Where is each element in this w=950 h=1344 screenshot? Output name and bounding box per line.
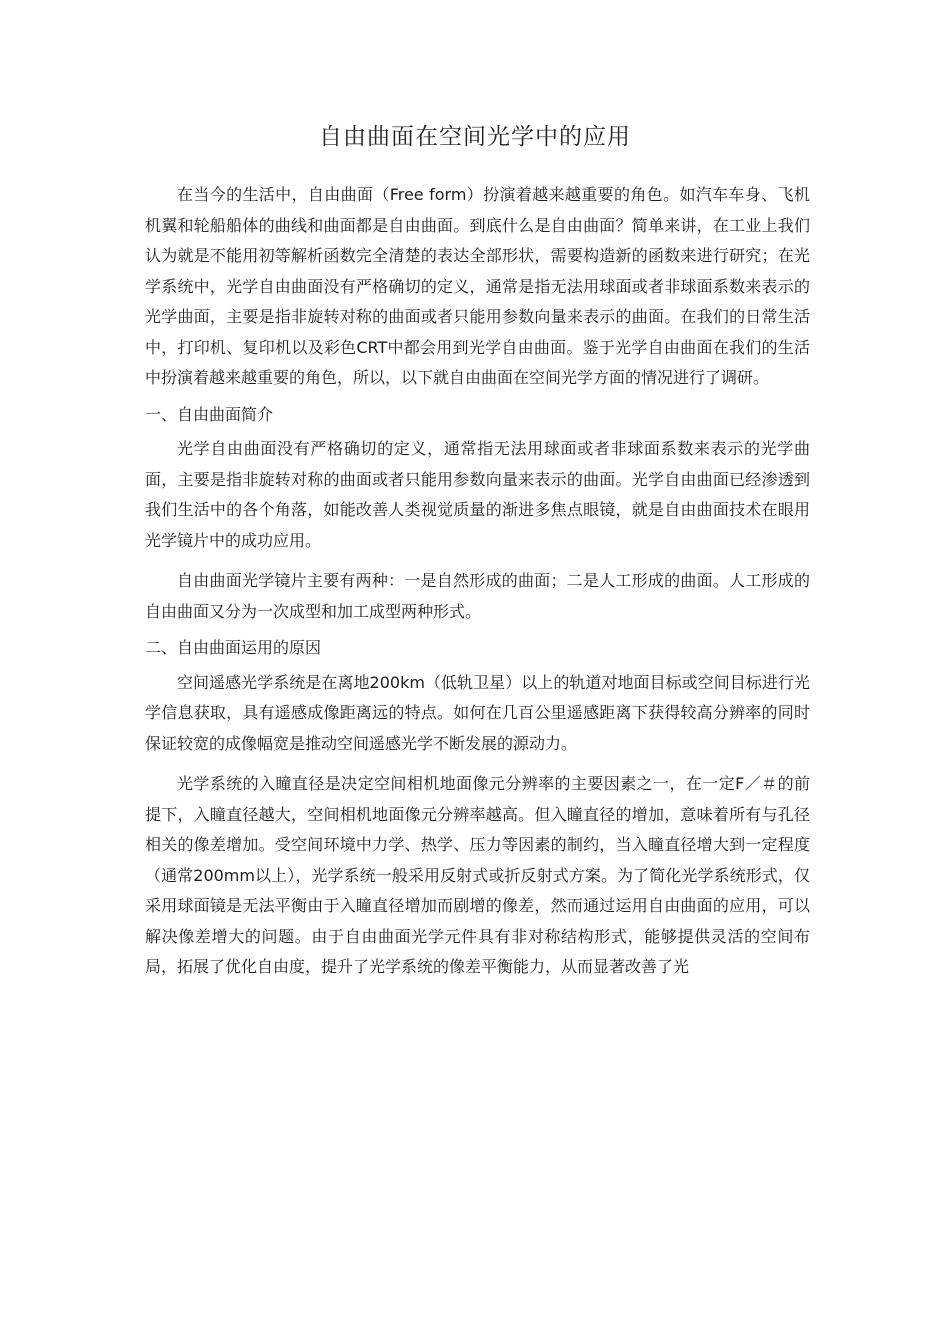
paragraph-intro: 在当今的生活中，自由曲面（Free form）扮演着越来越重要的角色。如汽车车身、飞机机翼和轮船船体的曲线和曲面都是自由曲面。到底什么是自由曲面？简单来讲，在工业上我们认为就是不能用初等解析函数完全清楚的表达全部形状，需要构造新的函数来进行研究；在光学系统中，光学自由曲面没有严格确切的定义，通常是指无法用球面或者非球面系数来表示的光学曲面，主要是指非旋转对称的曲面或者只能用参数向量来表示的曲面。在我们的日常生活中，打印机、复印机以及彩色CRT中都会用到光学自由曲面。鉴于光学自由曲面在我们的生活中扮演着越来越重要的角色，所以，以下就自由曲面在空间光学方面的情况进行了调研。 [145,185,810,387]
document-title: 自由曲面在空间光学中的应用 [319,124,631,150]
paragraph-section1-a: 光学自由曲面没有严格确切的定义，通常指无法用球面或者非球面系数来表示的光学曲面，主要是指非旋转对称的曲面或者只能用参数向量来表示的曲面。光学自由曲面已经渗透到我们生活中的各个角落，如能改善人类视觉质量的渐进多焦点眼镜，就是自由曲面技术在眼用光学镜片中的成功应用。 [145,439,810,550]
section-heading-2: 二、自由曲面运用的原因 [145,638,322,657]
paragraph-section2-a: 空间遥感光学系统是在离地200km（低轨卫星）以上的轨道对地面目标或空间目标进行光学信息获取，具有遥感成像距离远的特点。如何在几百公里遥感距离下获得较高分辨率的同时保证较宽的成像幅宽是推动空间遥感光学不断发展的源动力。 [145,672,810,753]
paragraph-section2-b: 光学系统的入瞳直径是决定空间相机地面像元分辨率的主要因素之一，在一定F／＃的前提下，入瞳直径越大，空间相机地面像元分辨率越高。但入瞳直径的增加，意味着所有与孔径相关的像差增加。受空间环境中力学、热学、压力等因素的制约，当入瞳直径增大到一定程度（通常200mm以上），光学系统一般采用反射式或折反射式方案。为了简化光学系统形式，仅采用球面镜是无法平衡由于入瞳直径增加而剧增的像差，然而通过运用自由曲面的应用，可以解决像差增大的问题。由于自由曲面光学元件具有非对称结构形式，能够提供灵活的空间布局，拓展了优化自由度，提升了光学系统的像差平衡能力，从而显著改善了光 [145,774,810,976]
document-body [145,180,810,983]
section-heading-1: 一、自由曲面简介 [145,404,274,424]
paragraph-section1-b: 自由曲面光学镜片主要有两种：一是自然形成的曲面；二是人工形成的曲面。人工形成的自由曲面又分为一次成型和加工成型两种形式。 [145,571,810,621]
